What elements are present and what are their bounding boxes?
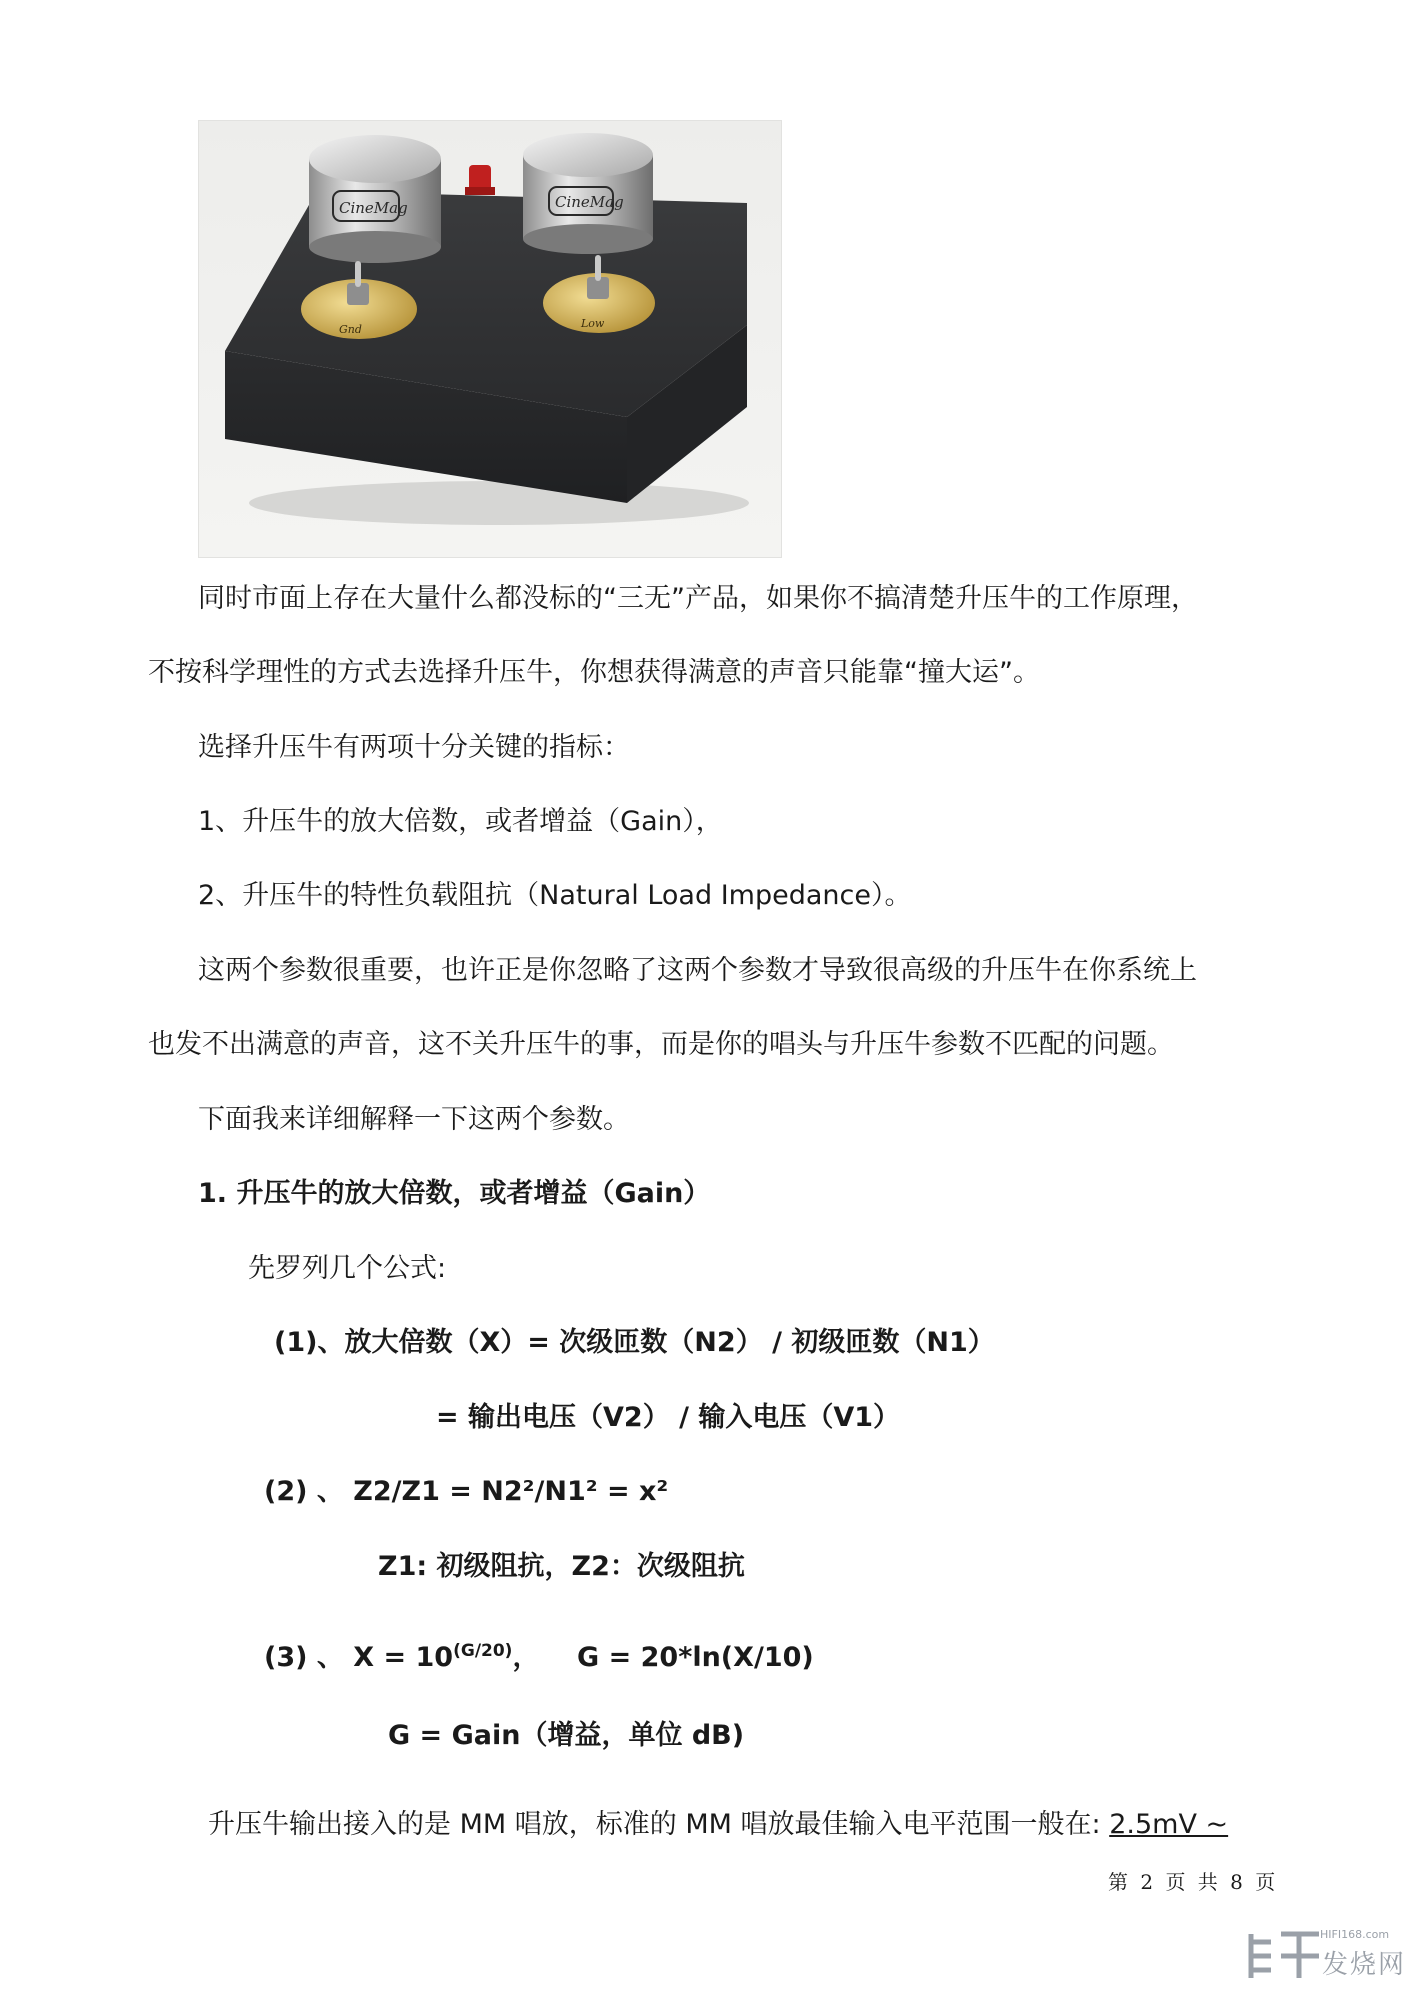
- paragraph-2: 选择升压牛有两项十分关键的指标：: [198, 732, 630, 763]
- brand-label-left: CineMag: [339, 199, 408, 217]
- product-photo: [198, 120, 782, 558]
- paragraph-4: 下面我来详细解释一下这两个参数。: [198, 1104, 630, 1135]
- watermark-logo-icon: [1245, 1928, 1325, 1984]
- formula-3-exponent: (G/20): [453, 1641, 513, 1661]
- page-number: 第 2 页 共 8 页: [1108, 1870, 1276, 1894]
- last-line: [208, 1808, 1228, 1842]
- section-intro: 先罗列几个公式:: [248, 1253, 447, 1284]
- paragraph-1-line-2: 不按科学理性的方式去选择升压牛，你想获得满意的声音只能靠“撞大运”。: [148, 657, 1040, 688]
- watermark-name: 发烧网: [1322, 1950, 1407, 1980]
- plate-label-left: Gnd: [339, 323, 362, 336]
- watermark-url: HIFI168.com: [1320, 1928, 1390, 1941]
- paragraph-3-line-2: 也发不出满意的声音，这不关升压牛的事，而是你的唱头与升压牛参数不匹配的问题。: [148, 1029, 1174, 1060]
- list-item-2: 2、升压牛的特性负载阻抗（Natural Load Impedance）。: [198, 880, 912, 911]
- paragraph-1-line-1: 同时市面上存在大量什么都没标的“三无”产品，如果你不搞清楚升压牛的工作原理，: [198, 583, 1198, 614]
- last-line-underlined: 2.5mV ~: [1109, 1809, 1229, 1840]
- formula-3: [264, 1634, 814, 1675]
- paragraph-3-line-1: 这两个参数很重要，也许正是你忽略了这两个参数才导致很高级的升压牛在你系统上: [198, 955, 1197, 986]
- formula-1-line-2: = 输出电压（V2） / 输入电压（V1）: [436, 1402, 901, 1433]
- plate-label-right: Low: [581, 317, 605, 330]
- formula-3-prefix: (3) 、 X = 10: [264, 1642, 454, 1673]
- section-heading: 1. 升压牛的放大倍数，或者增益（Gain）: [198, 1178, 711, 1209]
- formula-1-line-1: (1)、放大倍数（X）= 次级匝数（N2） / 初级匝数（N1）: [274, 1327, 995, 1358]
- formula-2-note: Z1: 初级阻抗，Z2：次级阻抗: [378, 1551, 745, 1582]
- list-item-1: 1、升压牛的放大倍数，或者增益（Gain），: [198, 806, 723, 837]
- formula-2: (2) 、 Z2/Z1 = N2²/N1² = x²: [264, 1476, 669, 1507]
- last-line-text: 升压牛输出接入的是 MM 唱放，标准的 MM 唱放最佳输入电平范围一般在:: [208, 1809, 1110, 1840]
- formula-3-note: G = Gain（增益，单位 dB): [388, 1720, 745, 1751]
- step-up-transformer-illustration: [199, 121, 781, 557]
- brand-label-right: CineMag: [555, 193, 624, 211]
- formula-3-suffix: ， G = 20*ln(X/10): [512, 1642, 814, 1673]
